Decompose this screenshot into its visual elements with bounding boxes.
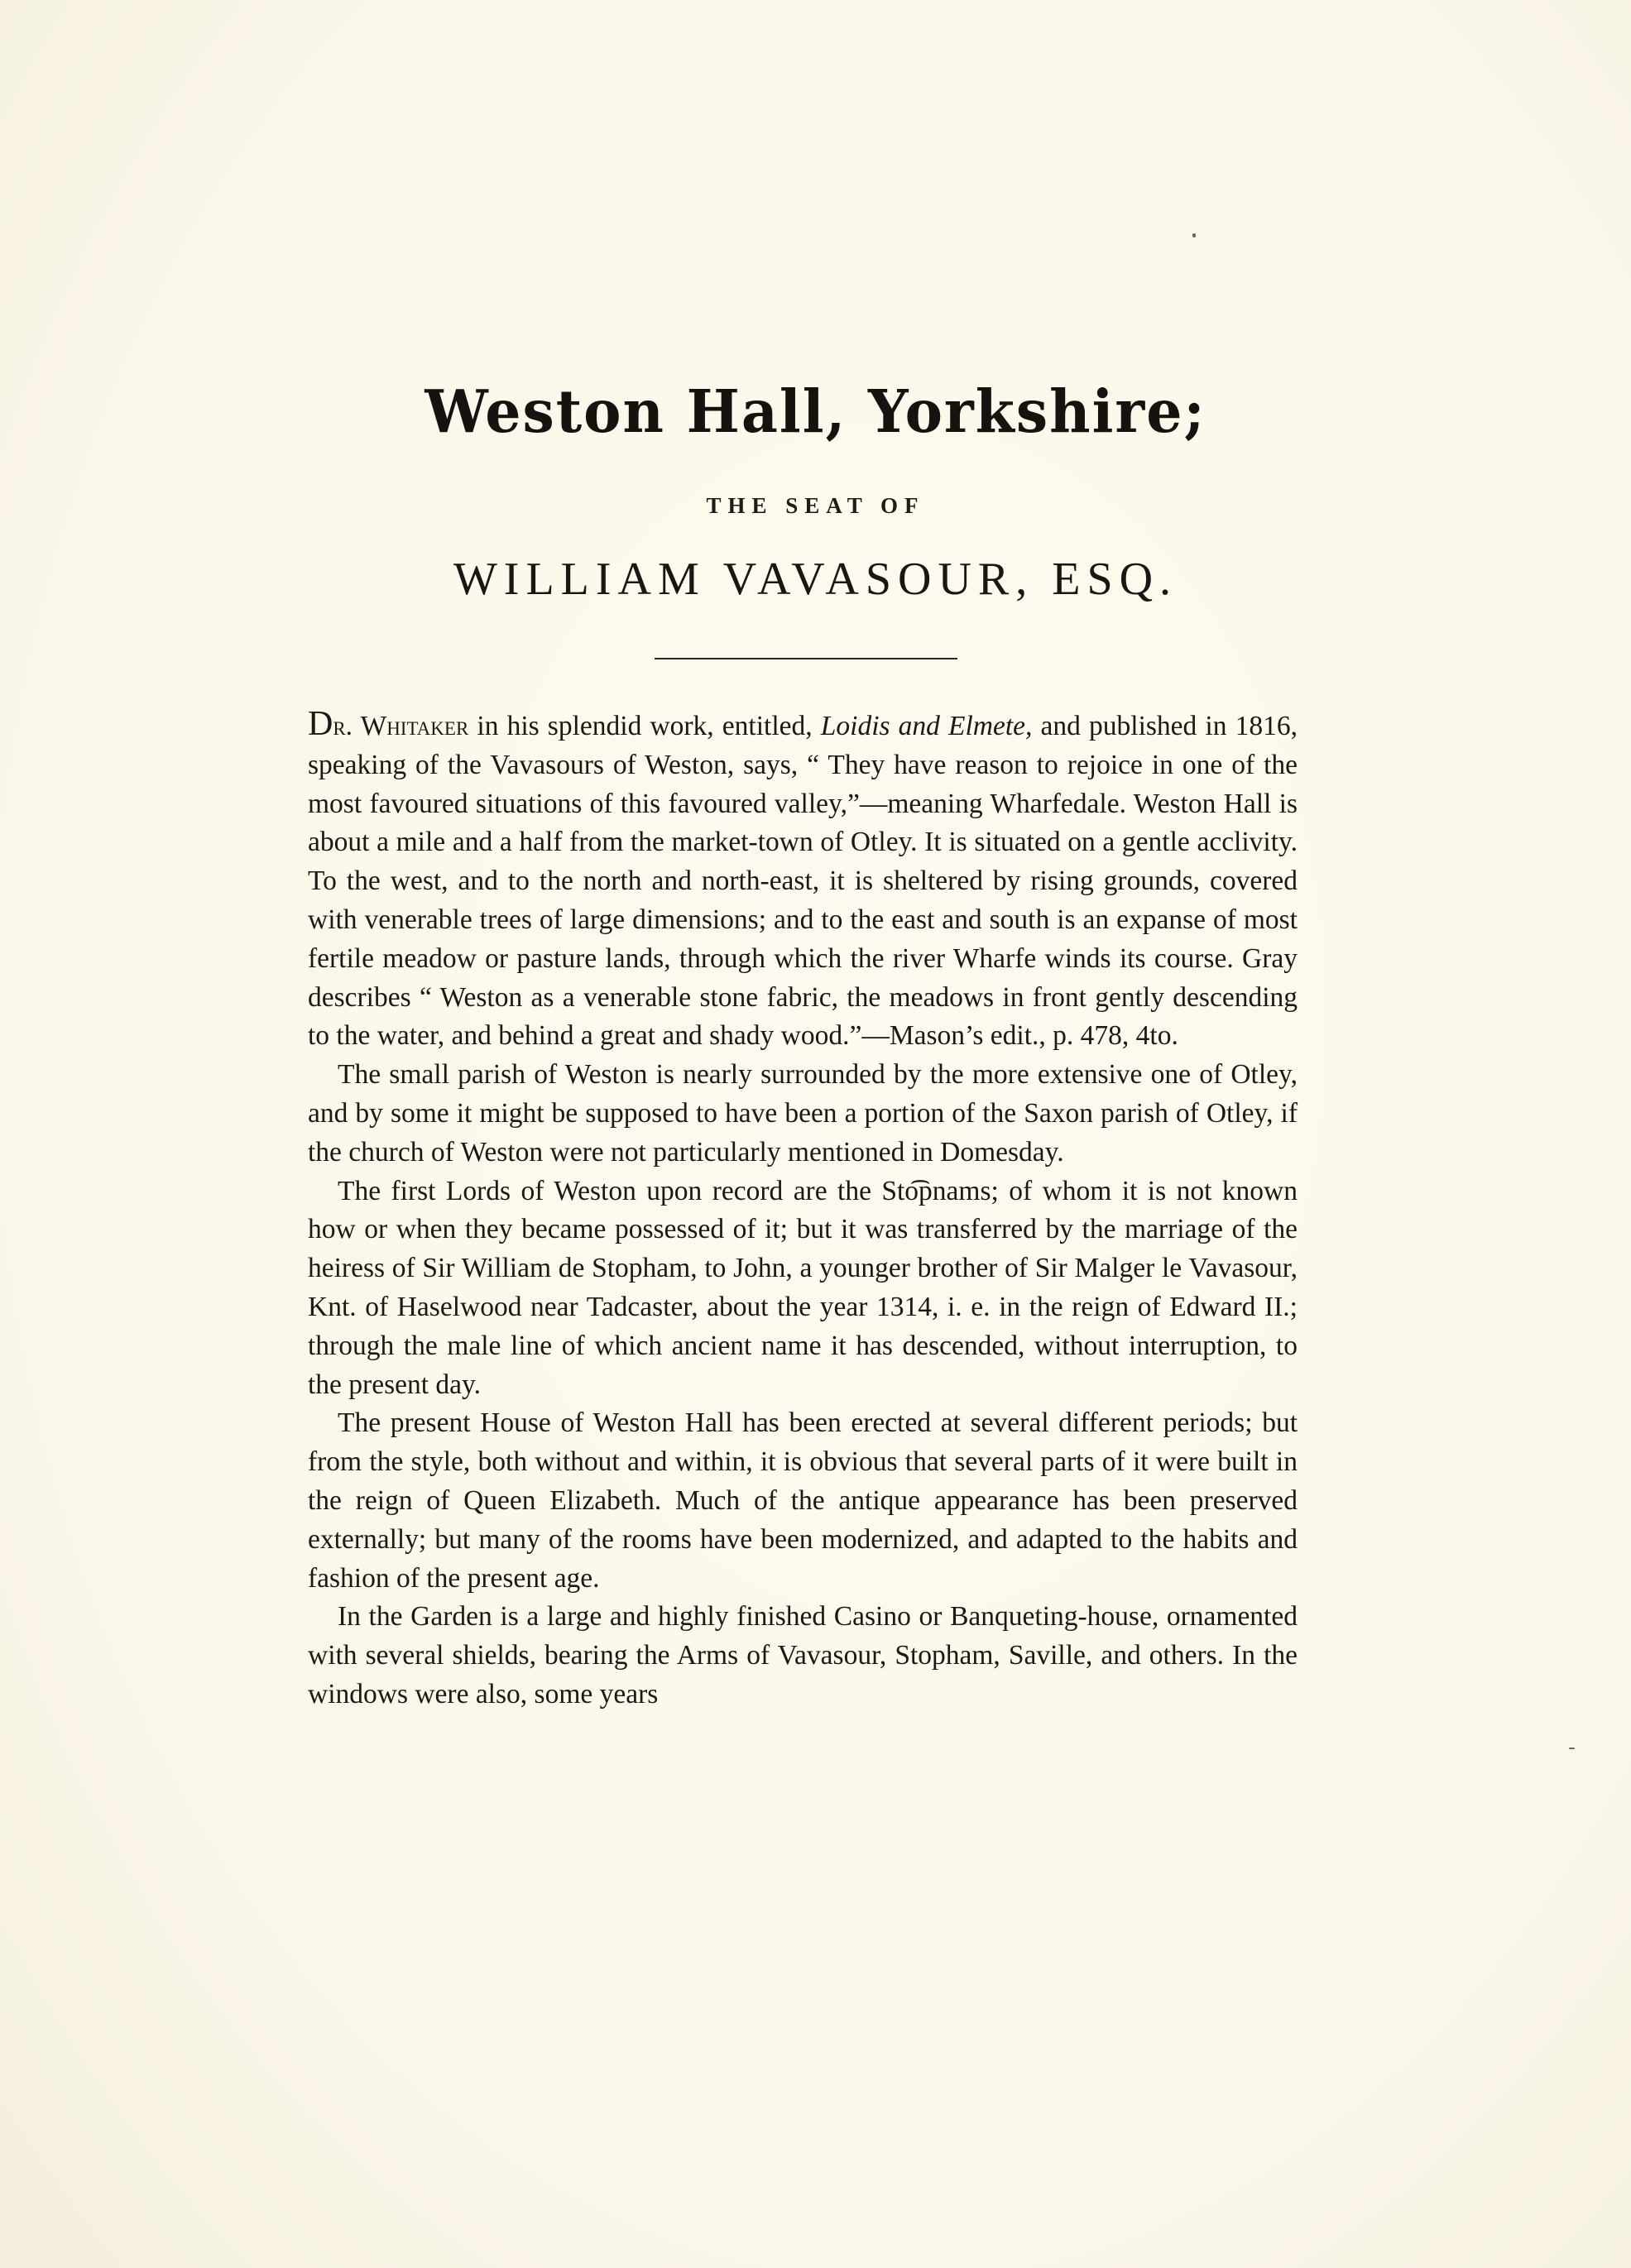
paragraph-3: The first Lords of Weston upon record are the Sto͡pnams; of whom it is not known how or when they became possessed of it; but it was transferred by the marriage of the heiress of Sir William de Stopham, to John, a younger brother of Sir Malger le Vavasour, Knt. of Haselwood near Tadcaster, about the year 1314, i. e. in the reign of Edward II.; through the male line of which ancient name it has descended, without interruption, to the present day. [308, 1175, 1298, 1400]
paragraph-5: In the Garden is a large and highly finished Casino or Banqueting-house, ornamented with several shields, bearing the Arms of Vavasour, Stopham, Saville, and others. In the windows were also, some years [308, 1601, 1298, 1709]
ink-speck [1569, 1748, 1575, 1749]
paragraph-1-text-b: and published in 1816, speaking of the Vavasours of Weston, says, “ They have reason to rejoice in one of the most favoured situations of this favoured valley,”—meaning Wharfedale. Weston Hall is about a mile and a half from the market-town of Otley. It is situated on a gentle acclivity. To the west, and to the north and north-east, it is sheltered by rising grounds, covered with venerable trees of large dimensions; and to the east and south is an expanse of most fertile meadow or pasture lands, through which the river Wharfe winds its course. Gray describes “ Weston as a venerable stone fabric, the meadows in front gently descending to the water, and behind a great and shady wood.”—Mason’s edit., p. 478, 4to. [308, 711, 1298, 1052]
drop-cap: D [308, 705, 333, 743]
paragraph-1-text-a: in his splendid work, entitled, [468, 711, 821, 741]
divider-rule [655, 658, 957, 659]
paragraph-1 [308, 705, 1298, 1056]
ink-speck [1192, 233, 1196, 237]
paragraph-2: The small parish of Weston is nearly surrounded by the more extensive one of Otley, and by some it might be supposed to have been a portion of the Saxon parish of Otley, if the church of Weston were not particularly mentioned in Domesday. [308, 1059, 1298, 1168]
paragraph-4: The present House of Weston Hall has been erected at several different periods; but from the style, both without and within, it is obvious that several parts of it were built in the reign of Queen Elizabeth. Much of the antique appearance has been preserved externally; but many of the rooms have been modernized, and adapted to the habits and fashion of the present age. [308, 1407, 1298, 1594]
owner-name: WILLIAM VAVASOUR, ESQ. [453, 554, 1178, 605]
page-subtitle: THE SEAT OF [706, 493, 925, 518]
book-title: Loidis and Elmete, [820, 711, 1033, 741]
author-name: r. Whitaker [333, 711, 469, 741]
page-title: Weston Hall, Yorkshire; [425, 377, 1206, 447]
article-body [308, 705, 1298, 1714]
